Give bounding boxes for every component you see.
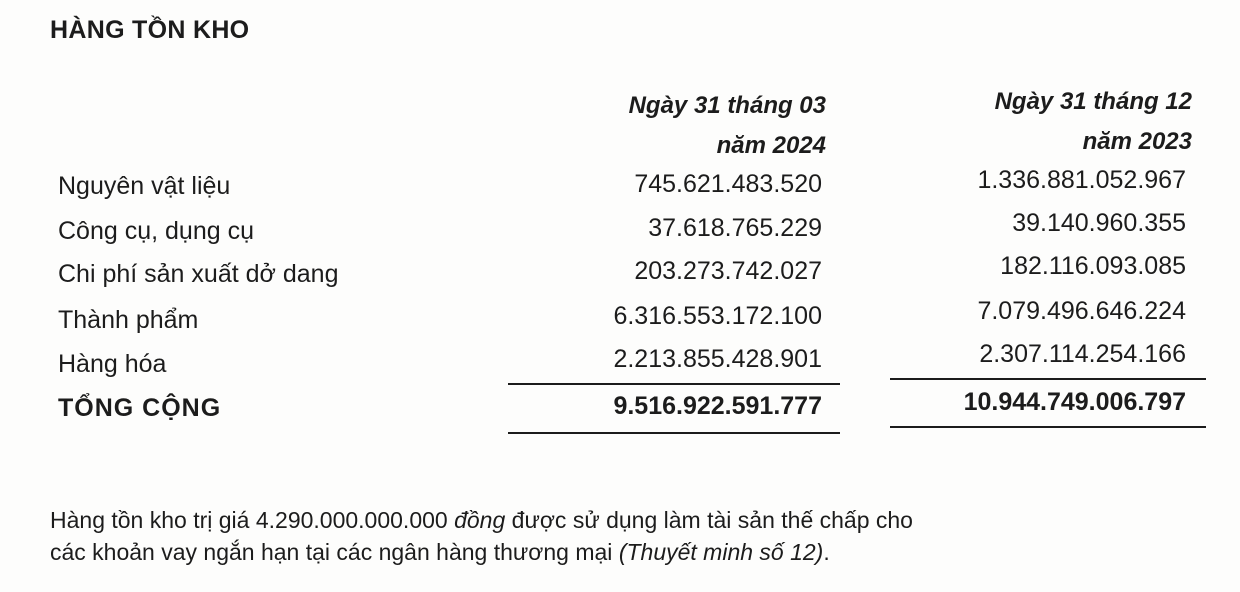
row-label-thanh-pham: Thành phẩm	[58, 306, 199, 334]
column-header-2024-line2: năm 2024	[716, 132, 826, 159]
total-rule-2023	[890, 426, 1206, 428]
total-value-2024: 9.516.922.591.777	[613, 392, 822, 420]
footnote-text-3: các khoản vay ngắn hạn tại các ngân hàng thương mại	[50, 539, 619, 565]
subtotal-rule-2023	[890, 378, 1206, 380]
column-header-2024-line1: Ngày 31 tháng 03	[628, 92, 826, 119]
column-header-2024	[526, 86, 826, 166]
row-label-hang-hoa: Hàng hóa	[58, 350, 167, 378]
row-value-2023: 39.140.960.355	[1012, 209, 1186, 237]
row-value-2023: 7.079.496.646.224	[977, 297, 1186, 325]
section-heading: HÀNG TỒN KHO	[50, 16, 250, 44]
column-header-2023	[892, 82, 1192, 162]
total-value-2023: 10.944.749.006.797	[963, 388, 1186, 416]
row-value-2024: 2.213.855.428.901	[613, 345, 822, 373]
footnote-text-1: Hàng tồn kho trị giá 4.290.000.000.000	[50, 507, 455, 533]
row-value-2024: 745.621.483.520	[634, 170, 822, 198]
subtotal-rule-2024	[508, 383, 840, 385]
row-value-2023: 1.336.881.052.967	[977, 166, 1186, 194]
footnote	[50, 504, 1200, 568]
footnote-currency: đồng	[454, 507, 506, 533]
total-rule-2024	[508, 432, 840, 434]
footnote-text-2: được sử dụng làm tài sản thế chấp cho	[505, 507, 913, 533]
column-header-2023-line1: Ngày 31 tháng 12	[994, 88, 1192, 115]
row-value-2023: 2.307.114.254.166	[979, 340, 1186, 368]
row-label-chi-phi-san-xuat-do-dang: Chi phí sản xuất dở dang	[58, 260, 339, 288]
row-value-2024: 37.618.765.229	[648, 214, 822, 242]
row-value-2023: 182.116.093.085	[1000, 252, 1186, 280]
row-label-cong-cu-dung-cu: Công cụ, dụng cụ	[58, 217, 254, 245]
footnote-reference: (Thuyết minh số 12)	[618, 539, 824, 565]
row-label-nguyen-vat-lieu: Nguyên vật liệu	[58, 172, 231, 200]
row-value-2024: 203.273.742.027	[634, 257, 822, 285]
footnote-text-4: .	[823, 539, 830, 565]
total-label: TỔNG CỘNG	[58, 394, 222, 422]
column-header-2023-line2: năm 2023	[1082, 128, 1192, 155]
row-value-2024: 6.316.553.172.100	[613, 302, 822, 330]
